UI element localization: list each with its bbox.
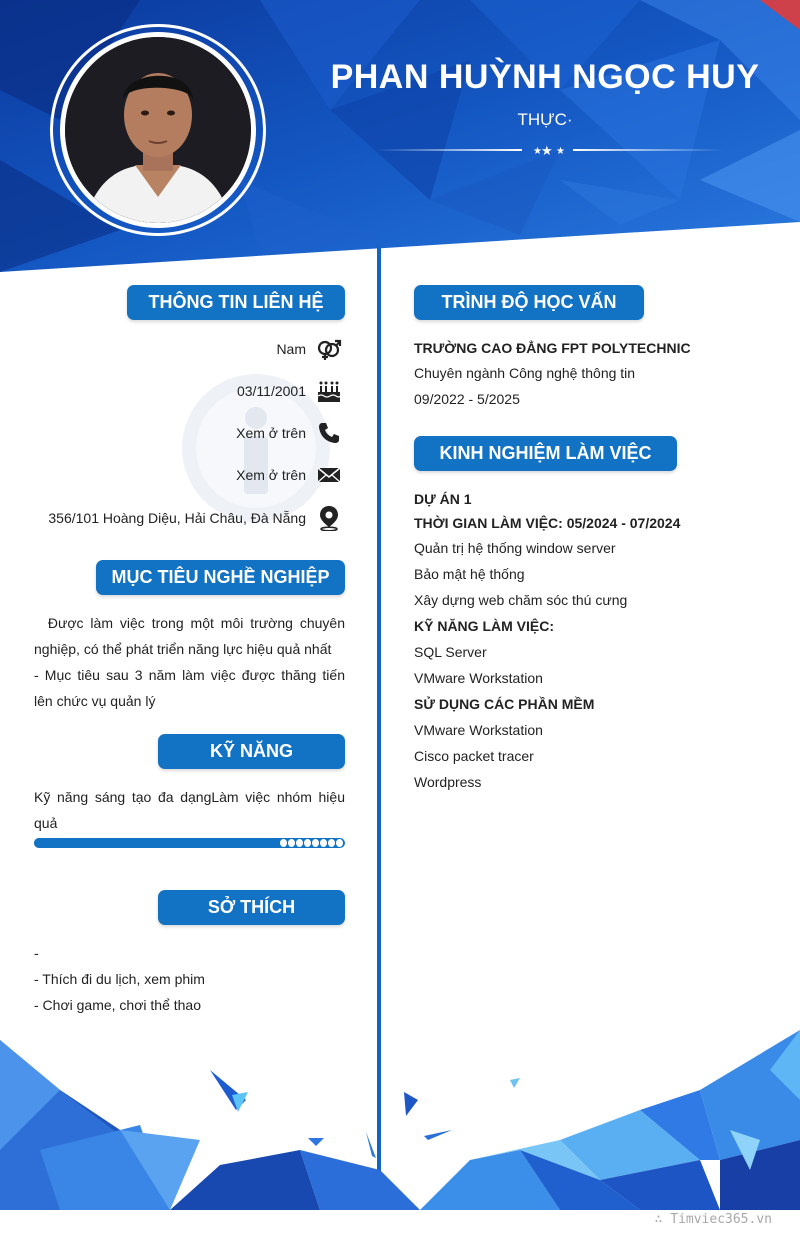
star-icon: ★: [541, 144, 553, 159]
experience-heading: KINH NGHIỆM LÀM VIỆC: [414, 436, 677, 471]
experience-project: DỰ ÁN 1: [414, 491, 472, 507]
skill-level-fill: [34, 838, 283, 848]
hobby-item: - Chơi game, chơi thể thao: [34, 997, 201, 1013]
birthday-cake-icon: [316, 378, 342, 404]
contact-phone: Xem ở trên: [236, 425, 306, 441]
experience-software-heading: SỬ DỤNG CÁC PHẦN MỀM: [414, 696, 595, 712]
phone-icon: [316, 420, 342, 446]
contact-birthday-row: [237, 378, 342, 404]
experience-time: THỜI GIAN LÀM VIỆC: 05/2024 - 07/2024: [414, 515, 681, 531]
hobby-item: -: [34, 945, 39, 961]
star-icon: ★: [556, 146, 565, 157]
skills-heading: KỸ NĂNG: [158, 734, 345, 769]
skill-level-dots: [280, 839, 343, 847]
contact-address-row: [48, 505, 342, 531]
star-icon: ★: [533, 146, 542, 157]
experience-task: Quản trị hệ thống window server: [414, 540, 616, 556]
objective-heading: MỤC TIÊU NGHỀ NGHIỆP: [96, 560, 345, 595]
contact-email-row: [236, 462, 342, 488]
email-icon: [316, 462, 342, 488]
education-period: 09/2022 - 5/2025: [414, 391, 520, 407]
contact-heading: THÔNG TIN LIÊN HỆ: [127, 285, 345, 320]
location-icon: [316, 505, 342, 531]
contact-email: Xem ở trên: [236, 467, 306, 483]
experience-task: Xây dựng web chăm sóc thú cưng: [414, 592, 628, 608]
avatar-portrait: [65, 37, 251, 223]
objective-line: Được làm việc trong một môi trường chuyên nghiệp, có thể phát triển năng lực hiệu quả nhất: [34, 615, 349, 657]
contact-birthday: 03/11/2001: [236, 383, 306, 399]
skills-text: Kỹ năng sáng tạo đa dạngLàm việc nhóm hiệu quả: [34, 789, 345, 831]
hobbies-list: [34, 940, 345, 1018]
site-watermark: ∴ Timviec365.vn: [654, 1212, 772, 1227]
avatar: [65, 37, 251, 223]
education-major: Chuyên ngành Công nghệ thông tin: [414, 365, 636, 381]
skill-level-bar: [34, 838, 345, 848]
experience-task: Bảo mật hệ thống: [414, 566, 525, 582]
experience-skill: VMware Workstation: [414, 670, 543, 686]
header-divider: [375, 140, 725, 160]
experience-software: VMware Workstation: [414, 722, 543, 738]
contact-gender: Nam: [276, 341, 306, 357]
education-school: TRƯỜNG CAO ĐẲNG FPT POLYTECHNIC: [414, 340, 691, 356]
experience-skills-heading: KỸ NĂNG LÀM VIỆC:: [414, 618, 554, 634]
experience-software: Wordpress: [414, 774, 482, 790]
objective-text: [34, 610, 349, 714]
contact-address: 356/101 Hoàng Diệu, Hải Châu, Đà Nẵng: [48, 510, 306, 526]
avatar-inner-ring: [60, 32, 256, 228]
contact-phone-row: [236, 420, 342, 446]
hobbies-heading: SỞ THÍCH: [158, 890, 345, 925]
gender-icon: [316, 336, 342, 362]
hobby-item: - Thích đi du lịch, xem phim: [34, 971, 205, 987]
candidate-title: THỰC·: [517, 110, 573, 129]
footer-background: [0, 1030, 800, 1210]
avatar-frame: [50, 24, 266, 236]
experience-skill: SQL Server: [414, 644, 487, 660]
objective-line: - Mục tiêu sau 3 năm làm việc được thăng tiến lên chức vụ quản lý: [34, 667, 345, 709]
contact-gender-row: [276, 336, 342, 362]
education-heading: TRÌNH ĐỘ HỌC VẤN: [414, 285, 644, 320]
candidate-name: PHAN HUỲNH NGỌC HUY: [330, 58, 760, 96]
experience-software: Cisco packet tracer: [414, 748, 534, 764]
